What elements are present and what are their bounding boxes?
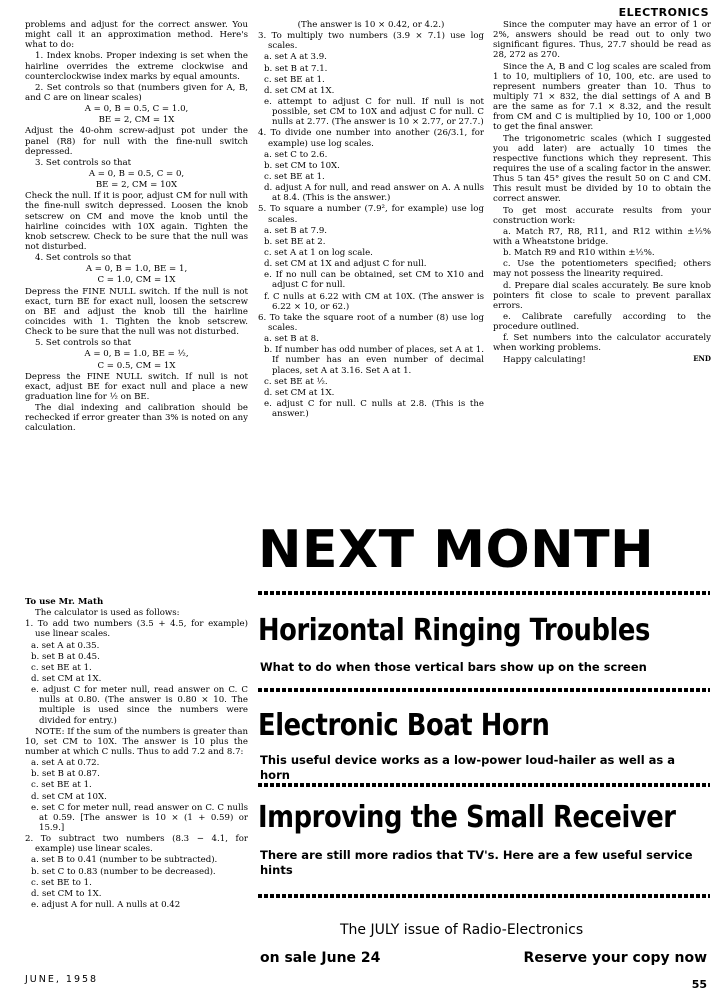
page-number: 55	[691, 978, 707, 991]
issue-date: JUNE, 1958	[25, 974, 99, 985]
article-description: This useful device works as a low-power loud-hailer as well as a horn	[260, 753, 676, 782]
substep: c. set A at 1 on log scale.	[264, 247, 373, 258]
equation: A = 0, B = 1.0, BE = 1,	[85, 264, 188, 275]
substep: a. set B at 7.9.	[264, 225, 328, 236]
substep: b. set B at 7.1.	[264, 63, 328, 74]
dashed-rule	[258, 688, 710, 692]
substep: c. set BE at 1.	[31, 662, 92, 673]
paragraph: Adjust the 40-ohm screw-adjust pot under the panel (R8) for null with the fine-null switch depressed.	[25, 126, 248, 157]
list-item: d. Prepare dial scales accurately. Be sure knob pointers fit close to scale to prevent parallax errors.	[493, 280, 711, 311]
substep: a. set A at 0.72.	[31, 758, 100, 769]
reserve-copy: Reserve your copy now	[523, 950, 707, 966]
article-description: What to do when those vertical bars show up on the screen	[260, 660, 647, 674]
list-item: e. Calibrate carefully according to the procedure outlined.	[493, 311, 711, 333]
substep: e. If no null can be obtained, set CM to X10 and adjust C for null.	[264, 270, 484, 291]
substep: a. set A at 3.9.	[264, 52, 327, 63]
step: 4. Set controls so that	[35, 253, 132, 264]
substep: b. set B at 0.45.	[31, 651, 100, 662]
section-header: ELECTRONICS	[618, 6, 709, 19]
substep: d. set CM at 1X.	[264, 85, 335, 96]
end-mark: END	[693, 353, 711, 363]
dashed-rule	[258, 783, 710, 787]
next-month-headline: NEXT MONTH	[258, 520, 655, 580]
substep: e. adjust C for meter null, read answer on C. C nulls at 0.80. (The answer is 0.80 × 10. The multiple is used since the numbers were divided for entry.)	[31, 685, 248, 726]
substep: d. set CM to 1X.	[31, 888, 102, 899]
substep: b. set B at 0.87.	[31, 769, 100, 780]
paragraph: Depress the FINE NULL switch. If the null is not exact, turn BE for exact null, loosen the setscrew on BE and adjust the knob till the hairline coincides with 1. Tighten the knob setscrew. Check to be sure that the null was not disturbed.	[25, 286, 248, 338]
paragraph: The calculator is used as follows:	[35, 608, 180, 619]
note: NOTE: If the sum of the numbers is greater than 10, set CM to 10X. The answer is 10 plus the number at which C nulls. Thus to add 7.2 and 8.7:	[25, 726, 248, 757]
equation: A = 0, B = 0.5, C = 0,	[88, 168, 185, 179]
list-item: b. Match R9 and R10 within ±½%.	[503, 248, 655, 259]
substep: c. set BE at ½.	[264, 376, 328, 387]
substep: c. set BE at 1.	[264, 74, 325, 85]
paragraph: The dial indexing and calibration should be rechecked if error greater than 3% is noted on any calculation.	[25, 403, 248, 434]
list-item: c. Use the potentiometers specified; others may not possess the linearity required.	[493, 259, 711, 280]
step: 5. Set controls so that	[35, 338, 132, 349]
accuracy-text-column	[493, 20, 711, 366]
list-item: a. Match R7, R8, R11, and R12 within ±½% with a Wheatstone bridge.	[493, 226, 711, 247]
step: 5. To square a number (7.9², for example) use log scales.	[258, 204, 484, 225]
substep: f. C nulls at 6.22 with CM at 10X. (The answer is 6.22 × 10, or 62.)	[264, 291, 484, 312]
issue-line: The JULY issue of Radio-Electronics	[340, 922, 584, 938]
equation: BE = 2, CM = 1X	[98, 115, 175, 126]
paragraph: The trigonometric scales (which I suggested you add later) are actually 10 times the respective functions which they represent. This requires the use of a scaling factor in the answer. Thus 5 tan 45° gives the result 50 on C and CM. This result must be divided by 10 to obtain the correct answer.	[493, 133, 711, 205]
substep: d. set CM at 1X.	[31, 673, 102, 684]
substep: e. adjust C for null. C nulls at 2.8. (This is the answer.)	[264, 398, 484, 420]
paragraph: Check the null. If it is poor, adjust CM for null with the fine-null switch depressed. Loosen the knob setscrew on CM and move the knob until the hairline coincides with 10X again. Tighten the knob setscrew. Check to be sure that the null was not disturbed.	[25, 191, 248, 252]
substep: d. set CM at 1X.	[264, 387, 335, 398]
paragraph: To get most accurate results from your construction work:	[493, 205, 711, 226]
step: 3. Set controls so that	[35, 157, 132, 168]
paragraph: problems and adjust for the correct answer. You might call it an approximation method. Here's what to do:	[25, 20, 248, 51]
paragraph: Since the A, B and C log scales are scaled from 1 to 10, multipliers of 10, 100, etc. are used to represent numbers greater than 10. Thus to multiply 71 × 832, the dial settings of A and B are the same as for 7.1 × 8.32, and the result from CM and C is multiplied by 10, 100 or 1,000 to get the final answer.	[493, 61, 711, 133]
article-description: There are still more radios that TV's. Here are a few useful service hints	[260, 848, 693, 877]
substep: b. set CM to 10X.	[264, 160, 340, 171]
equation: C = 1.0, CM = 1X	[97, 275, 176, 286]
article-title: Improving the Small Receiver	[258, 800, 676, 835]
substep: e. adjust A for null. A nulls at 0.42	[31, 899, 181, 910]
closing-line	[493, 355, 711, 365]
substep: b. set BE at 2.	[264, 236, 326, 247]
subheading: To use Mr. Math	[25, 597, 104, 607]
step: 6. To take the square root of a number (8) use log scales.	[258, 312, 484, 333]
article-title: Electronic Boat Horn	[258, 708, 550, 743]
paragraph: (The answer is 10 × 0.42, or 4.2.)	[297, 20, 445, 30]
substep: e. set C for meter null, read answer on C. C nulls at 0.59. [The answer is 10 × (1 + 0.59) or 15.9.]	[31, 802, 248, 833]
substep: a. set B to 0.41 (number to be subtracted).	[31, 855, 218, 866]
substep: d. set CM at 1X and adjust C for null.	[264, 259, 427, 270]
step: 1. Index knobs. Proper indexing is set when the hairline overrides the extreme clockwise and counterclockwise index marks by equal amounts.	[25, 51, 248, 82]
substep: c. set BE at 1.	[31, 780, 92, 791]
substep: c. set BE at 1.	[264, 171, 325, 182]
substep: e. attempt to adjust C for null. If null is not possible, set CM to 10X and adjust C for null. C nulls at 2.77. (The answer is 10 × 2.77, or 27.7.)	[264, 96, 484, 128]
step: 2. Set controls so that (numbers given for A, B, and C are on linear scales)	[25, 82, 248, 103]
substep: b. set C to 0.83 (number to be decreased).	[31, 866, 216, 877]
equation: C = 0.5, CM = 1X	[97, 360, 176, 371]
substep: a. set B at 8.	[264, 334, 319, 345]
paragraph: Depress the FINE NULL switch. If null is not exact, adjust BE for exact null and place a new graduation line for ½ on BE.	[25, 371, 248, 402]
dashed-rule	[258, 591, 710, 595]
on-sale-date: on sale June 24	[260, 950, 381, 966]
step: 2. To subtract two numbers (8.3 − 4.1, for example) use linear scales.	[25, 834, 248, 855]
article-title: Horizontal Ringing Troubles	[258, 613, 650, 648]
step: 3. To multiply two numbers (3.9 × 7.1) use log scales.	[258, 31, 484, 52]
paragraph: Since the computer may have an error of 1 or 2%, answers should be read out to only two significant figures. Thus, 27.7 should be read as 28, 272 as 270.	[493, 20, 711, 61]
equation: BE = 2, CM = 10X	[95, 180, 178, 191]
substep: d. adjust A for null, and read answer on A. A nulls at 8.4. (This is the answer.)	[264, 183, 484, 204]
step: 1. To add two numbers (3.5 + 4.5, for example) use linear scales.	[25, 619, 248, 640]
equation: A = 0, B = 1.0, BE = ½,	[84, 349, 189, 360]
operations-text-column	[258, 20, 484, 420]
substep: a. set C to 2.6.	[264, 149, 328, 160]
step: 4. To divide one number into another (26/3.1, for example) use log scales.	[258, 128, 484, 149]
closing-text: Happy calculating!	[503, 354, 586, 365]
dashed-rule	[258, 894, 710, 898]
substep: b. If number has odd number of places, set A at 1. If number has an even number of decimal places, set A at 3.16. Set A at 1.	[264, 345, 484, 376]
calibration-text-column	[25, 20, 248, 434]
list-item: f. Set numbers into the calculator accurately when working problems.	[493, 333, 711, 354]
substep: c. set BE to 1.	[31, 877, 92, 888]
equation: A = 0, B = 0.5, C = 1.0,	[84, 104, 189, 115]
usage-text-column	[25, 597, 248, 911]
substep: d. set CM at 10X.	[31, 791, 107, 802]
substep: a. set A at 0.35.	[31, 640, 100, 651]
